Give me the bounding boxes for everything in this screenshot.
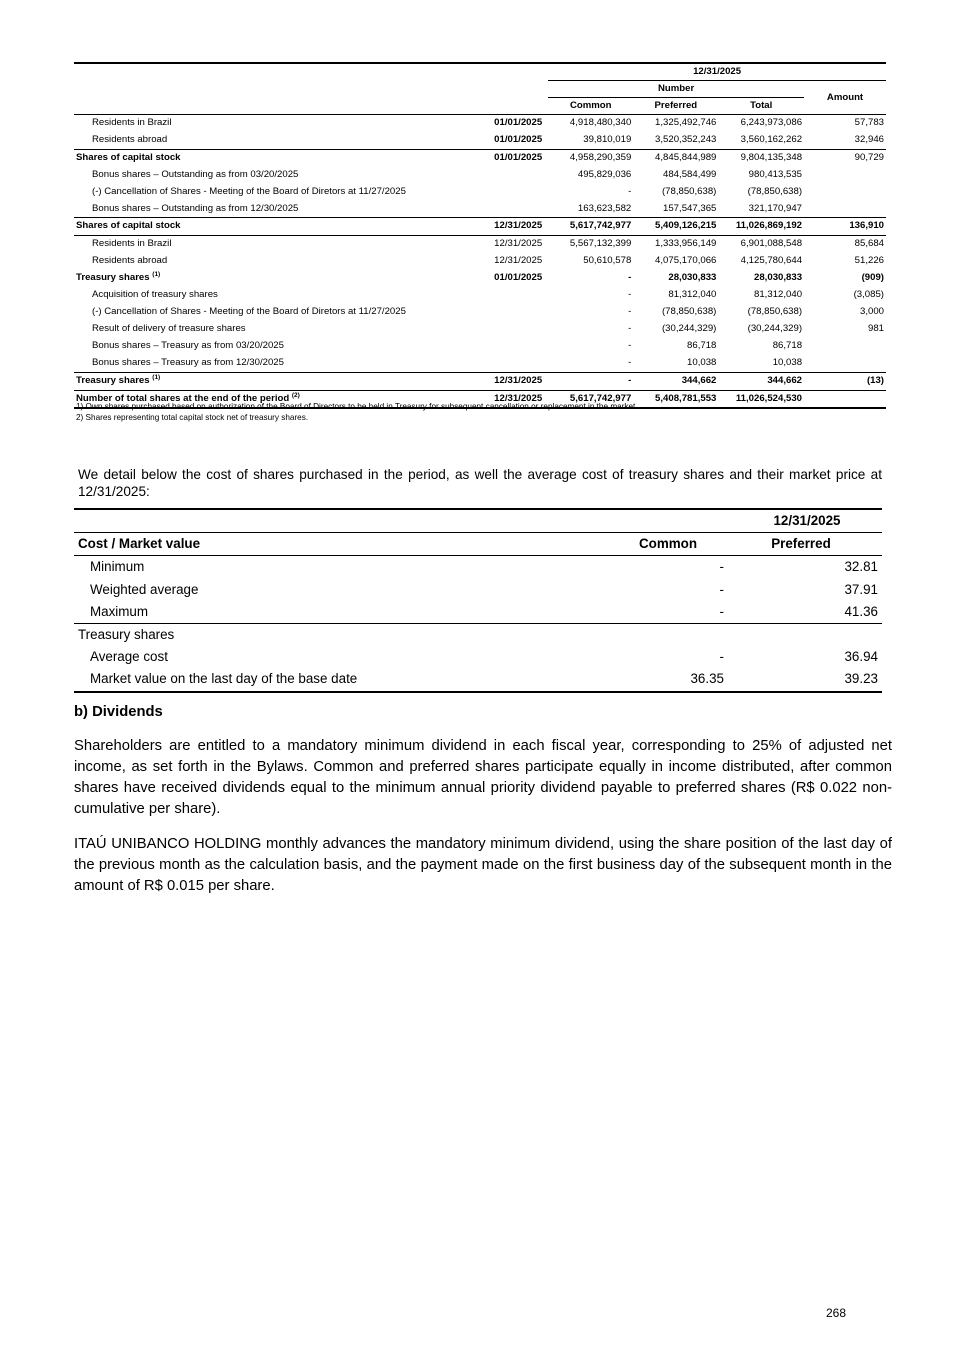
t1-number-header: Number (548, 81, 804, 98)
table-row: Maximum - 41.36 (90, 603, 878, 619)
footnote-1: 1) Own shares purchased based on authorization of the Board of Directors to be held in Treasury for subsequent cancellation or replacement in the market. (76, 402, 638, 411)
t1-common-header: Common (548, 98, 633, 115)
table-row: Shares of capital stock 12/31/2025 5,617,742,977 5,409,126,215 11,026,869,192 136,910 (74, 218, 886, 236)
capital-stock-table (74, 62, 886, 409)
table-row: Residents abroad 01/01/2025 39,810,019 3,520,352,243 3,560,162,262 32,946 (92, 133, 884, 145)
t1-amount-header: Amount (804, 81, 886, 115)
t1-total-header: Total (718, 98, 804, 115)
table-row: Treasury shares $^{(1)}$ 12/31/2025 - 344,662 344,662 (13) (74, 372, 886, 390)
table-row: Residents in Brazil 12/31/2025 5,567,132,399 1,333,956,149 6,901,088,548 85,684 (74, 236, 886, 253)
table-row: Treasury shares $^{(1)}$ 01/01/2025 - 28,030,833 28,030,833 (909) (76, 270, 884, 284)
table-row: Minimum - 32.81 (74, 556, 882, 579)
intro-paragraph: We detail below the cost of shares purchased in the period, as well the average cost of treasury shares and their market price at 12/31/2025: (78, 467, 882, 499)
cost-market-value-table (74, 508, 882, 693)
table-row: (-) Cancellation of Shares - Meeting of the Board of Diretors at 11/27/2025 - (78,850,638) (78,850,638) (92, 185, 803, 197)
dividends-paragraph-1: Shareholders are entitled to a mandatory minimum dividend in each fiscal year, corresponding to 25% of adjusted net income, as set forth in the Bylaws. Common and preferred shares participate equally in income distributed, after common shares have received dividends equal to the minimum annual priority dividend payable to preferred shares (R$ 0.022 non-cumulative per share). (74, 738, 892, 817)
t2-period-header: 12/31/2025 (612, 509, 882, 533)
table-row: Weighted average - 37.91 (90, 581, 878, 597)
table-row: Bonus shares – Treasury as from 03/20/2025 - 86,718 86,718 (92, 339, 803, 351)
table-row: Market value on the last day of the base date 36.35 39.23 (74, 668, 882, 691)
table-row: (-) Cancellation of Shares - Meeting of the Board of Diretors at 11/27/2025 - (78,850,638) (78,850,638) 3,000 (92, 305, 884, 317)
table-row: Bonus shares – Treasury as from 12/30/2025 - 10,038 10,038 (92, 356, 803, 368)
table-row: Residents abroad 12/31/2025 50,610,578 4,075,170,066 4,125,780,644 51,226 (92, 255, 884, 267)
table-row: Residents in Brazil 01/01/2025 4,918,480,340 1,325,492,746 6,243,973,086 57,783 (74, 115, 886, 132)
t2-common-header: Common (612, 533, 724, 556)
table-row: Average cost - 36.94 (90, 649, 878, 665)
page-number: 268 (826, 1306, 847, 1320)
table-row: Result of delivery of treasure shares - (30,244,329) (30,244,329) 981 (92, 322, 884, 334)
footnote-2: 2) Shares representing total capital stock net of treasury shares. (76, 412, 309, 422)
table-row: Shares of capital stock 01/01/2025 4,958,290,359 4,845,844,989 9,804,135,348 90,729 (74, 149, 886, 166)
table-row: Treasury shares (74, 624, 882, 647)
t1-period-header: 12/31/2025 (548, 63, 886, 81)
t1-preferred-header: Preferred (633, 98, 718, 115)
table-row: Number of total shares at the end of the period $^{(2)}$ 12/31/2025 5,617,742,977 5,408,781,553 11,026,524,530 (74, 390, 886, 408)
table-row: Bonus shares – Outstanding as from 12/30/2025 163,623,582 157,547,365 321,170,947 (92, 202, 803, 214)
table-row: Bonus shares – Outstanding as from 03/20/2025 495,829,036 484,584,499 980,413,535 (92, 168, 803, 180)
dividends-paragraph-2: ITAÚ UNIBANCO HOLDING monthly advances the mandatory minimum dividend, using the share position of the last day of the previous month as the calculation basis, and the payment made on the first business day of the subsequent month in the amount of R$ 0.015 per share. (74, 836, 892, 894)
dividends-heading: b) Dividends (74, 704, 163, 720)
t2-preferred-header: Preferred (724, 533, 882, 556)
table-row: Acquisition of treasury shares - 81,312,040 81,312,040 (3,085) (92, 289, 884, 301)
table-footnotes (76, 402, 638, 423)
t2-label-header: Cost / Market value (74, 533, 612, 556)
